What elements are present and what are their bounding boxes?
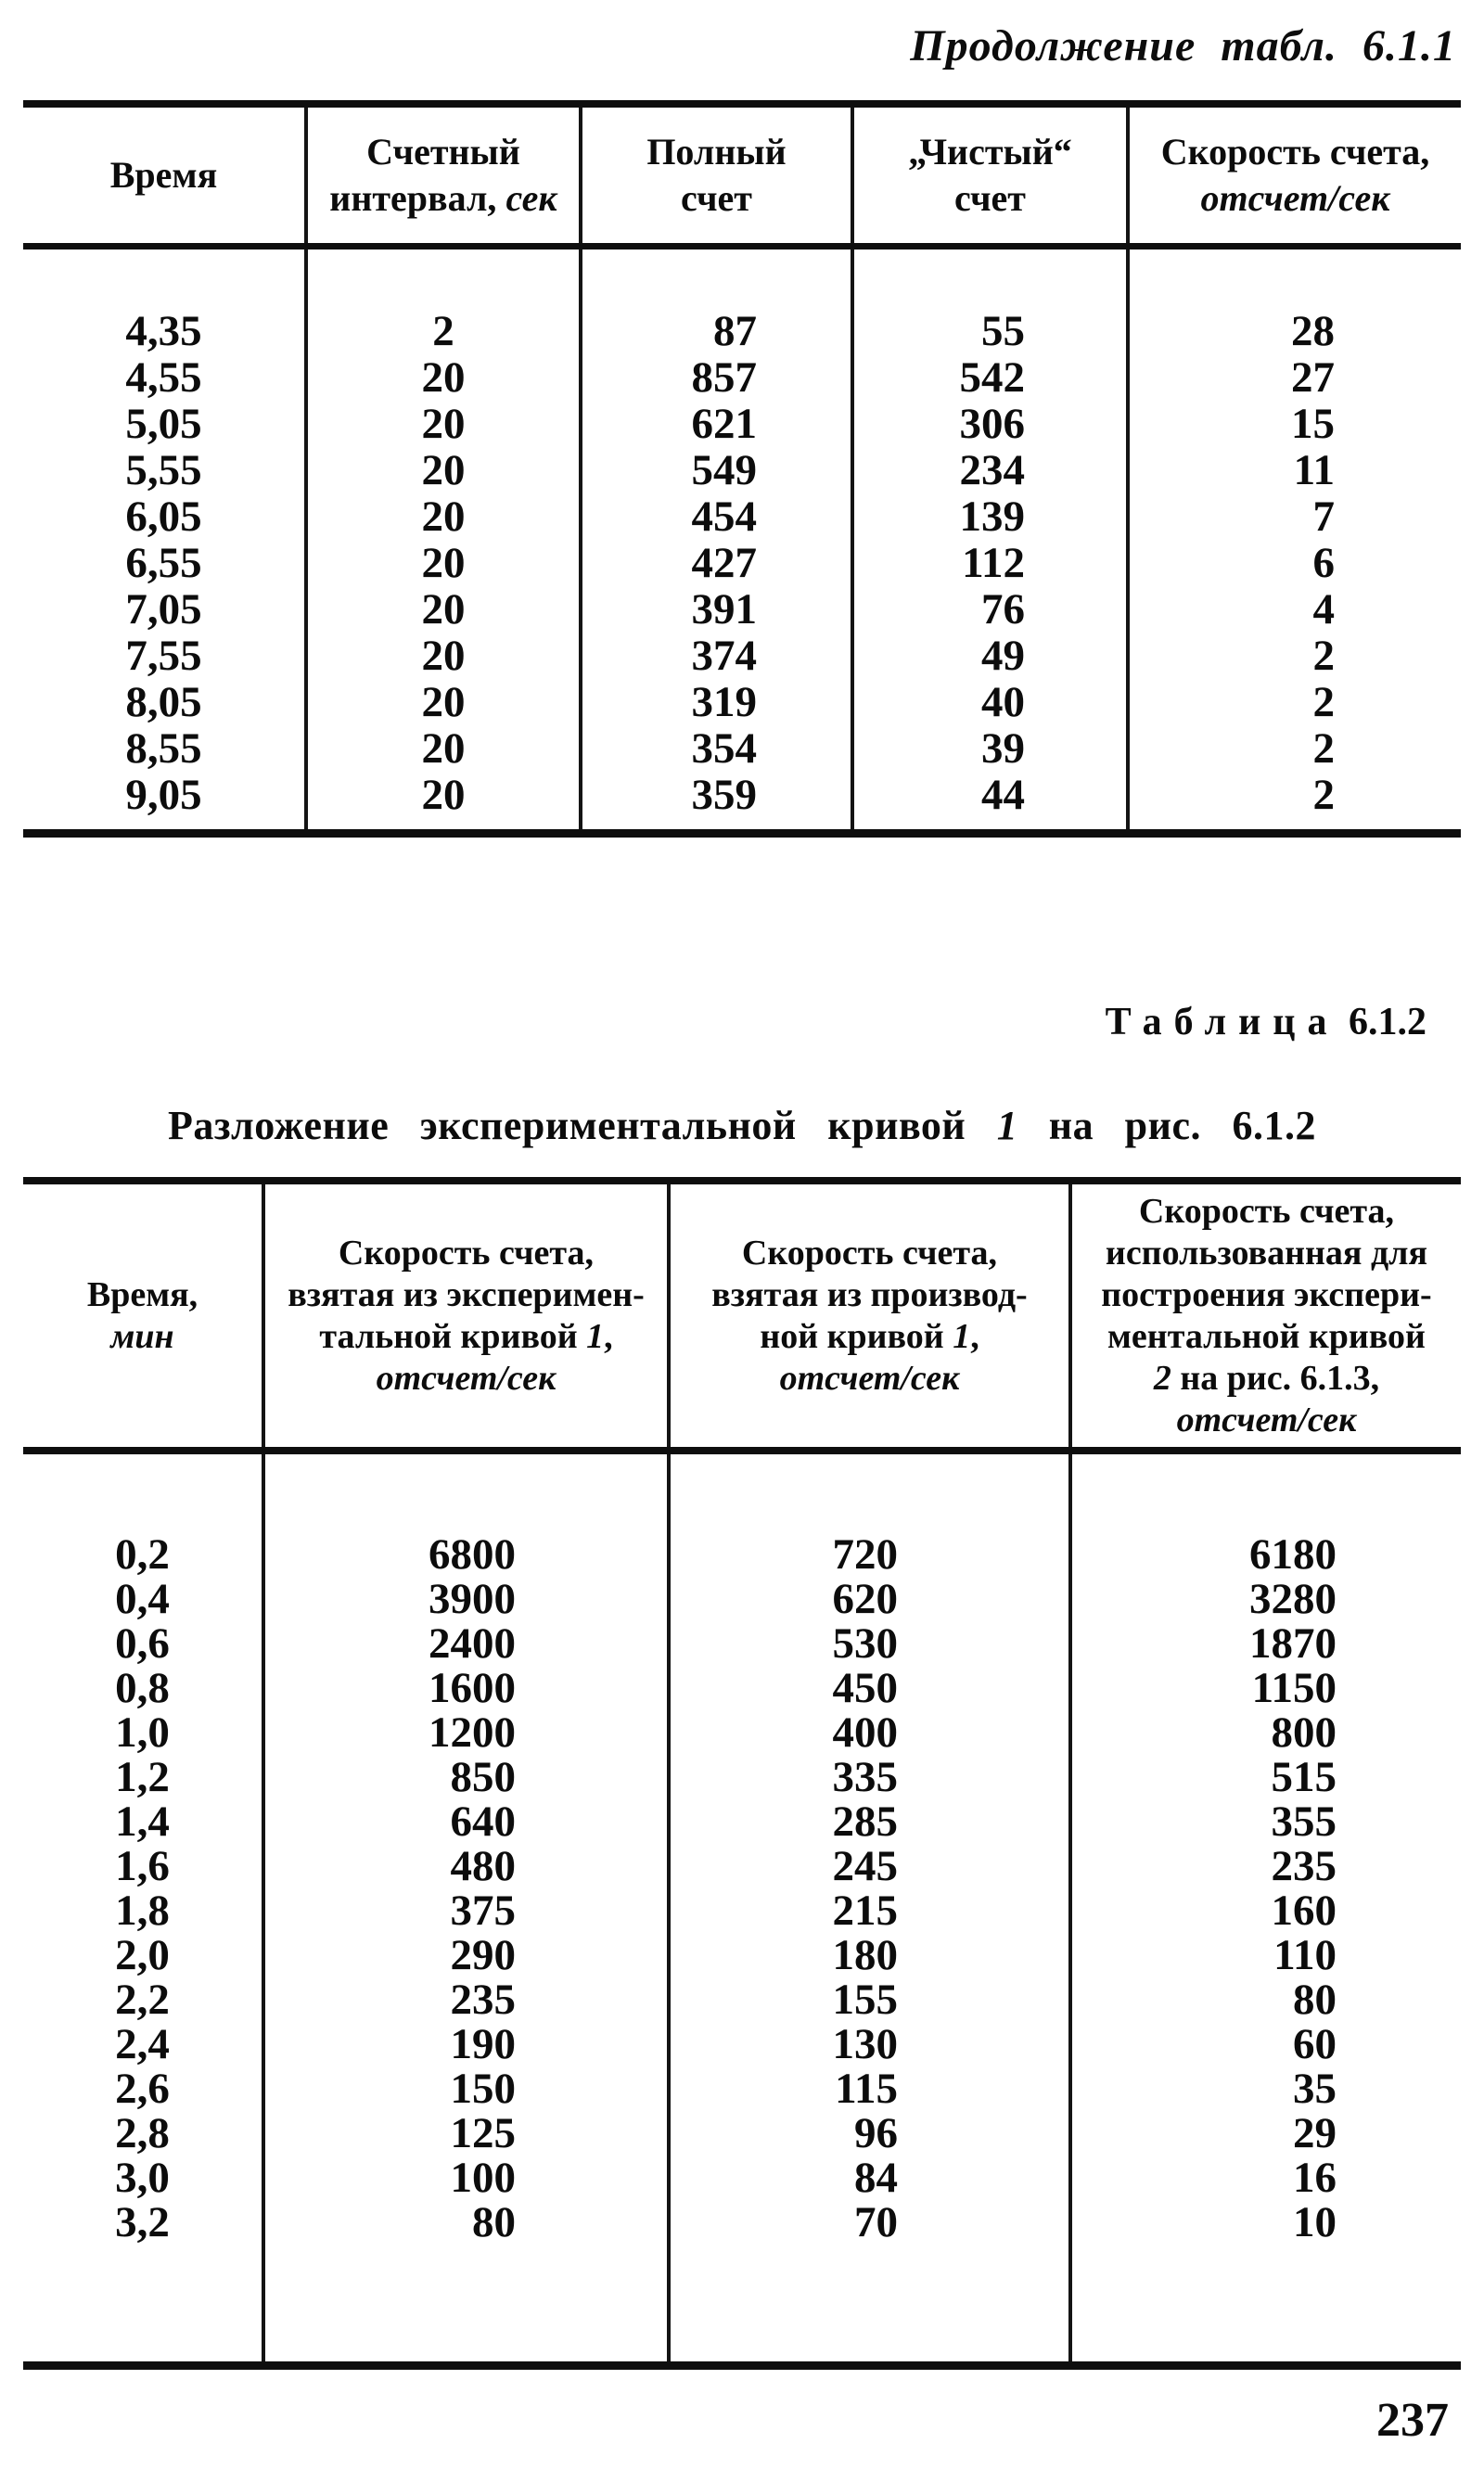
table-cell: 15 xyxy=(1291,400,1335,448)
table-cell: 4,55 xyxy=(23,354,306,401)
header-line xyxy=(671,1233,1068,1274)
table-cell: 55 xyxy=(852,247,1128,355)
table-cell: 150 xyxy=(263,2066,669,2111)
table-cell: 1200 xyxy=(263,1710,669,1755)
table-cell: 20 xyxy=(306,679,581,725)
table-cell: 96 xyxy=(669,2111,1070,2156)
table-cell: 6 xyxy=(1312,539,1335,587)
table-row xyxy=(23,354,1461,401)
table-cell: 29 xyxy=(1293,2109,1337,2157)
table-6-1-1 xyxy=(23,100,1461,838)
table-cell: 215 xyxy=(669,1888,1070,1933)
table-cell: 20 xyxy=(306,772,581,834)
table-cell: 4,35 xyxy=(23,247,306,355)
table-cell: 20 xyxy=(306,493,581,540)
table-cell: 20 xyxy=(306,401,581,447)
table-cell: 110 xyxy=(1273,1931,1337,1979)
table-cell: 5,55 xyxy=(23,447,306,493)
table-cell: 155 xyxy=(669,1977,1070,2022)
table-row xyxy=(23,1577,1461,1621)
text-segment: отсчет/сек xyxy=(1200,177,1390,219)
text-segment: 2 xyxy=(1153,1358,1171,1398)
header-line xyxy=(1130,129,1461,175)
table-row xyxy=(23,1755,1461,1799)
table-6-1-2 xyxy=(23,1177,1461,2370)
table-cell: 1,2 xyxy=(23,1755,263,1799)
text-segment: Время, xyxy=(86,1274,198,1314)
table1-body xyxy=(23,247,1461,834)
text-segment: построения экспери- xyxy=(1101,1274,1432,1314)
header-line xyxy=(1130,175,1461,222)
text-segment: ной кривой xyxy=(760,1316,953,1356)
table-cell: 391 xyxy=(581,586,852,633)
table-row xyxy=(23,1799,1461,1844)
table-cell: 16 xyxy=(1293,2154,1337,2202)
table2-caption-number: 6.1.2 xyxy=(1349,1001,1426,1043)
text-segment: , xyxy=(970,1316,979,1356)
header-line xyxy=(671,1316,1068,1358)
table-cell: 800 xyxy=(1271,1708,1337,1757)
table-row xyxy=(23,2156,1461,2200)
text-segment: 1 xyxy=(953,1316,971,1356)
text-segment: мин xyxy=(110,1316,174,1356)
table-cell: 130 xyxy=(669,2022,1070,2066)
table-cell: 190 xyxy=(263,2022,669,2066)
text-segment: Скорость счета, xyxy=(1138,1191,1395,1231)
table-cell: 454 xyxy=(581,493,852,540)
text-segment: Счетный xyxy=(366,131,520,173)
table-cell: 1870 xyxy=(1249,1619,1337,1668)
table-cell: 115 xyxy=(669,2066,1070,2111)
table-cell: 9,05 xyxy=(23,772,306,834)
table-row xyxy=(23,1888,1461,1933)
header-line xyxy=(265,1233,667,1274)
table-row xyxy=(23,493,1461,540)
table-cell: 28 xyxy=(1291,307,1335,355)
text-segment: использованная для xyxy=(1105,1233,1428,1273)
table-cell: 44 xyxy=(852,772,1128,834)
header-line xyxy=(308,129,579,175)
header-line xyxy=(23,1316,262,1358)
table-cell: 35 xyxy=(1293,2065,1337,2113)
table-cell: 160 xyxy=(1271,1887,1337,1935)
table-cell: 2,4 xyxy=(23,2022,263,2066)
text-segment: на рис. 6.1.2 xyxy=(1017,1103,1316,1148)
table-cell: 6,05 xyxy=(23,493,306,540)
table-cell: 850 xyxy=(263,1755,669,1799)
table-cell: 87 xyxy=(581,247,852,355)
table-cell: 100 xyxy=(263,2156,669,2200)
table-cell: 20 xyxy=(306,540,581,586)
table1-header-count-interval xyxy=(306,104,581,247)
table-cell: 6,55 xyxy=(23,540,306,586)
table-cell: 76 xyxy=(852,586,1128,633)
table-row xyxy=(23,1977,1461,2022)
table-cell: 3,2 xyxy=(23,2200,263,2366)
table-cell: 720 xyxy=(669,1451,1070,1577)
table-row xyxy=(23,540,1461,586)
table-cell: 139 xyxy=(852,493,1128,540)
header-line xyxy=(1072,1358,1461,1400)
table-cell: 549 xyxy=(581,447,852,493)
table-cell: 11 xyxy=(1293,446,1335,494)
table-row xyxy=(23,679,1461,725)
text-segment: отсчет/сек xyxy=(779,1358,960,1398)
header-line xyxy=(265,1274,667,1316)
table-row xyxy=(23,772,1461,834)
table-cell: 20 xyxy=(306,725,581,772)
table-row xyxy=(23,2111,1461,2156)
table-cell: 2 xyxy=(1312,771,1335,819)
table-cell: 3900 xyxy=(263,1577,669,1621)
table-cell: 40 xyxy=(852,679,1128,725)
table-row xyxy=(23,1933,1461,1977)
table-cell: 4 xyxy=(1312,585,1335,633)
table-cell: 355 xyxy=(1271,1797,1337,1846)
text-segment: сек xyxy=(505,177,557,219)
table-cell: 542 xyxy=(852,354,1128,401)
header-line xyxy=(1072,1233,1461,1274)
text-segment: счет xyxy=(681,177,752,219)
header-line xyxy=(854,175,1126,222)
table-row xyxy=(23,2200,1461,2366)
header-line xyxy=(1072,1274,1461,1316)
text-segment: на рис. 6.1.3, xyxy=(1171,1358,1380,1398)
table2-subtitle xyxy=(0,1102,1484,1149)
table-cell: 450 xyxy=(669,1666,1070,1710)
header-line xyxy=(671,1358,1068,1400)
table-cell: 480 xyxy=(263,1844,669,1888)
table-cell: 621 xyxy=(581,401,852,447)
table-cell: 49 xyxy=(852,633,1128,679)
table-cell: 1600 xyxy=(263,1666,669,1710)
header-line xyxy=(23,152,304,198)
table-cell: 2 xyxy=(1312,724,1335,773)
table-cell: 2,6 xyxy=(23,2066,263,2111)
table-cell: 857 xyxy=(581,354,852,401)
table1-header-time xyxy=(23,104,306,247)
table-cell: 235 xyxy=(263,1977,669,2022)
table-row xyxy=(23,2022,1461,2066)
header-line xyxy=(265,1358,667,1400)
table-cell: 3,0 xyxy=(23,2156,263,2200)
header-line xyxy=(671,1274,1068,1316)
table1-header-full-count xyxy=(581,104,852,247)
table1-continuation-title: Продолжение табл. 6.1.1 xyxy=(910,21,1456,70)
table2-caption-word: Таблица xyxy=(1105,1001,1339,1043)
table-row xyxy=(23,1621,1461,1666)
header-line xyxy=(1072,1316,1461,1358)
table-cell: 6800 xyxy=(263,1451,669,1577)
table-cell: 180 xyxy=(669,1933,1070,1977)
table2-caption xyxy=(1106,1000,1426,1044)
table-cell: 2 xyxy=(1312,632,1335,680)
table-cell: 400 xyxy=(669,1710,1070,1755)
text-segment: Время xyxy=(109,154,218,196)
table-cell: 515 xyxy=(1271,1753,1337,1801)
table-cell: 20 xyxy=(306,586,581,633)
table-cell: 640 xyxy=(263,1799,669,1844)
text-segment: 1 xyxy=(996,1103,1018,1148)
header-line xyxy=(582,129,851,175)
table-cell: 375 xyxy=(263,1888,669,1933)
table-cell: 7 xyxy=(1312,493,1335,541)
table-cell: 530 xyxy=(669,1621,1070,1666)
table-cell: 20 xyxy=(306,447,581,493)
table-row xyxy=(23,401,1461,447)
table-cell: 245 xyxy=(669,1844,1070,1888)
table-cell: 8,05 xyxy=(23,679,306,725)
table-cell: 125 xyxy=(263,2111,669,2156)
table-cell: 0,2 xyxy=(23,1451,263,1577)
table-cell: 374 xyxy=(581,633,852,679)
text-segment: Полный xyxy=(646,131,787,173)
table-cell: 7,05 xyxy=(23,586,306,633)
table-cell: 39 xyxy=(852,725,1128,772)
table-row xyxy=(23,1844,1461,1888)
table2-body xyxy=(23,1451,1461,2366)
table-row xyxy=(23,1666,1461,1710)
header-line xyxy=(23,1274,262,1316)
text-segment: тальной кривой xyxy=(319,1316,587,1356)
table2-header-rate-experimental xyxy=(263,1181,669,1451)
text-segment: ментальной кривой xyxy=(1107,1316,1426,1356)
text-segment: взятая из эксперимен- xyxy=(288,1274,645,1314)
table-cell: 0,6 xyxy=(23,1621,263,1666)
table-cell: 80 xyxy=(263,2200,669,2366)
table-cell: 2,8 xyxy=(23,2111,263,2156)
table-row xyxy=(23,633,1461,679)
text-segment: „Чистый“ xyxy=(908,131,1072,173)
table-cell: 234 xyxy=(852,447,1128,493)
table2-header-rate-construction xyxy=(1070,1181,1461,1451)
table-cell: 285 xyxy=(669,1799,1070,1844)
table2-header-row xyxy=(23,1181,1461,1451)
table-cell: 354 xyxy=(581,725,852,772)
text-segment: Скорость счета, xyxy=(338,1233,595,1273)
table-cell: 620 xyxy=(669,1577,1070,1621)
table-cell: 335 xyxy=(669,1755,1070,1799)
table-cell: 319 xyxy=(581,679,852,725)
table-cell: 2,2 xyxy=(23,1977,263,2022)
table-cell: 10 xyxy=(1293,2198,1337,2246)
table-cell: 290 xyxy=(263,1933,669,1977)
table-cell: 112 xyxy=(852,540,1128,586)
text-segment: Скорость счета, xyxy=(1160,131,1430,173)
table-cell: 1,0 xyxy=(23,1710,263,1755)
table-cell: 27 xyxy=(1291,353,1335,402)
table-row xyxy=(23,1451,1461,1577)
text-segment: счет xyxy=(954,177,1026,219)
table-cell: 80 xyxy=(1293,1976,1337,2024)
header-line xyxy=(308,175,579,222)
text-segment: , xyxy=(604,1316,613,1356)
table-row xyxy=(23,2066,1461,2111)
text-segment: отсчет/сек xyxy=(1176,1400,1357,1439)
table2-header-rate-derived xyxy=(669,1181,1070,1451)
table1-header-row xyxy=(23,104,1461,247)
table-cell: 20 xyxy=(306,633,581,679)
text-segment: отсчет/сек xyxy=(376,1358,556,1398)
table-row xyxy=(23,586,1461,633)
table-row xyxy=(23,247,1461,355)
table-cell: 0,4 xyxy=(23,1577,263,1621)
table-row xyxy=(23,447,1461,493)
header-line xyxy=(265,1316,667,1358)
table-cell: 60 xyxy=(1293,2020,1337,2068)
table-cell: 359 xyxy=(581,772,852,834)
table-cell: 84 xyxy=(669,2156,1070,2200)
header-line xyxy=(1072,1400,1461,1441)
table-cell: 20 xyxy=(306,354,581,401)
table-cell: 5,05 xyxy=(23,401,306,447)
table-cell: 2 xyxy=(1312,678,1335,726)
table-cell: 8,55 xyxy=(23,725,306,772)
table-cell: 70 xyxy=(669,2200,1070,2366)
text-segment: взятая из производ- xyxy=(711,1274,1028,1314)
table-cell: 2,0 xyxy=(23,1933,263,1977)
table2-header-time xyxy=(23,1181,263,1451)
table-row xyxy=(23,725,1461,772)
table-cell: 1,4 xyxy=(23,1799,263,1844)
header-line xyxy=(854,129,1126,175)
text-segment: 1 xyxy=(586,1316,605,1356)
table-cell: 1,8 xyxy=(23,1888,263,1933)
text-segment: Разложение экспериментальной кривой xyxy=(168,1103,997,1148)
header-line xyxy=(1072,1191,1461,1233)
table-cell: 2400 xyxy=(263,1621,669,1666)
table-cell: 1150 xyxy=(1251,1664,1337,1712)
table-cell: 2 xyxy=(306,247,581,355)
table-cell: 235 xyxy=(1271,1842,1337,1890)
header-line xyxy=(582,175,851,222)
table-cell: 6180 xyxy=(1249,1530,1337,1579)
table-cell: 0,8 xyxy=(23,1666,263,1710)
table-cell: 1,6 xyxy=(23,1844,263,1888)
table-cell: 306 xyxy=(852,401,1128,447)
table-cell: 7,55 xyxy=(23,633,306,679)
table1-header-net-count xyxy=(852,104,1128,247)
text-segment: интервал, xyxy=(329,177,506,219)
table-cell: 427 xyxy=(581,540,852,586)
table-row xyxy=(23,1710,1461,1755)
text-segment: Скорость счета, xyxy=(741,1233,998,1273)
table-cell: 3280 xyxy=(1249,1575,1337,1623)
table1-header-count-rate xyxy=(1128,104,1461,247)
page-number: 237 xyxy=(1376,2394,1449,2447)
